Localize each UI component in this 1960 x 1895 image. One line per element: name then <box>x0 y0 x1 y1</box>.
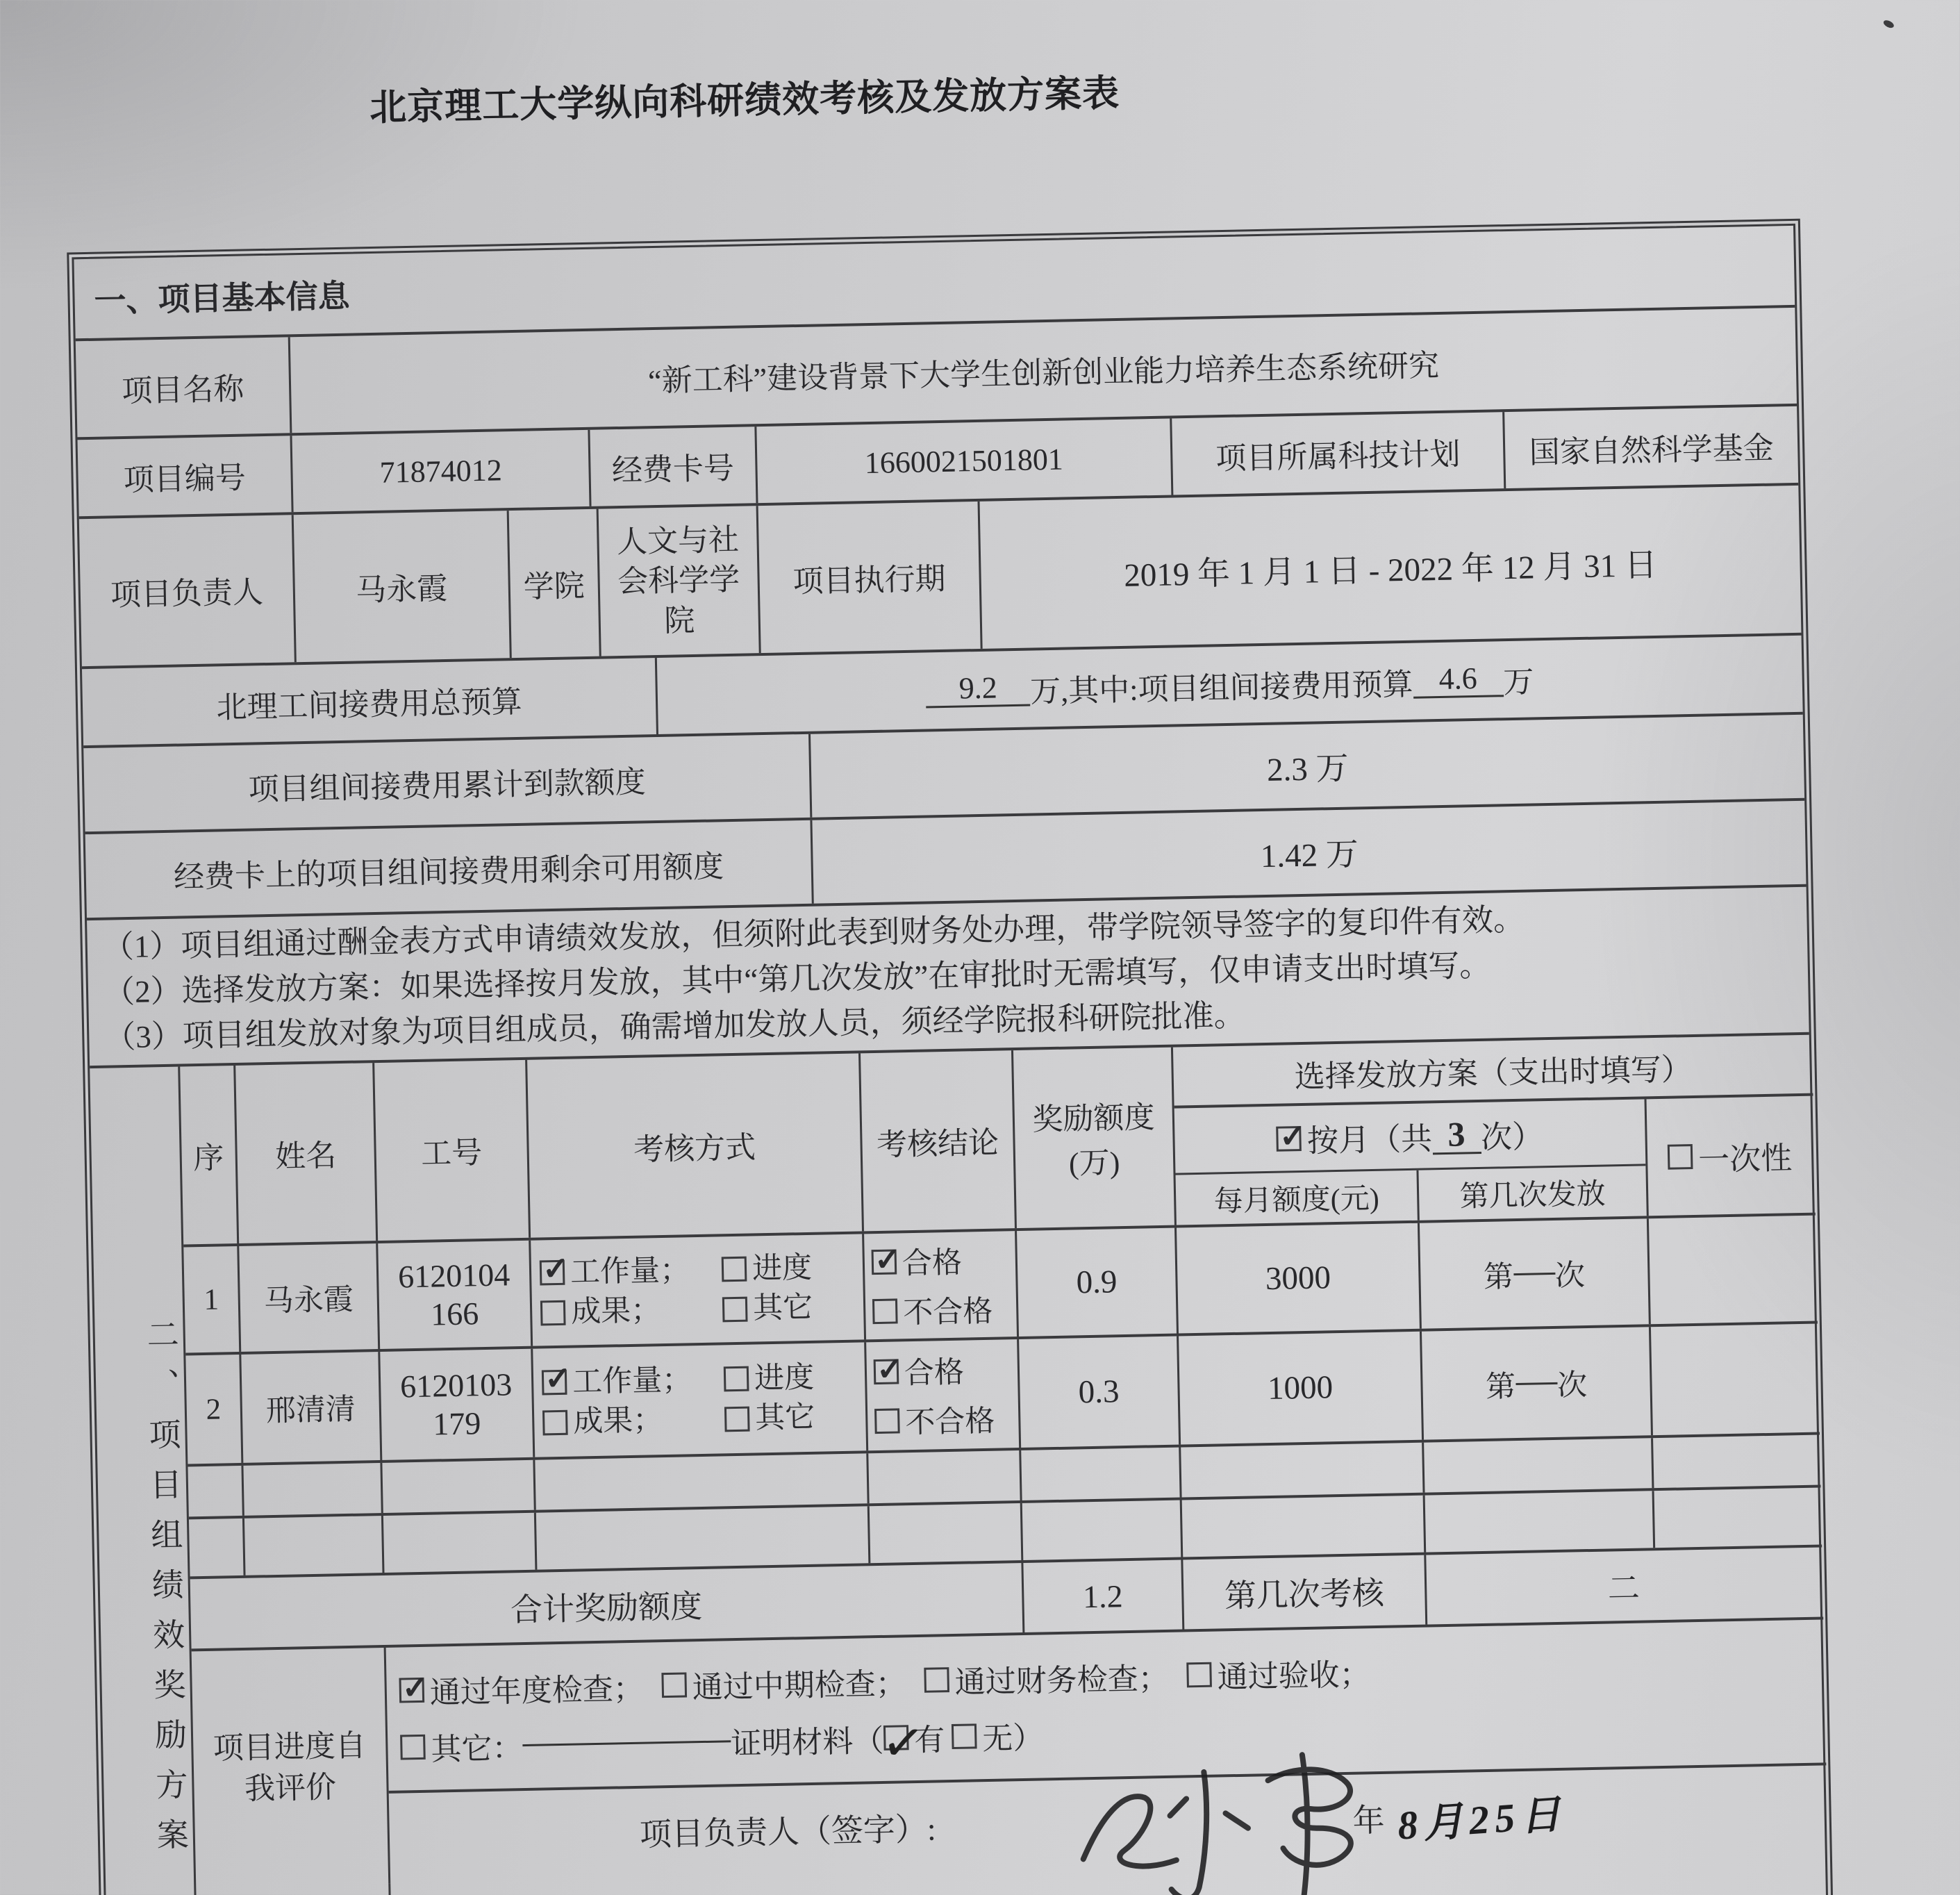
result-pass: 合格 <box>904 1356 965 1391</box>
col-amount-line2: (万) <box>1068 1145 1120 1181</box>
once-option <box>1647 1096 1813 1216</box>
project-number-value: 71874012 <box>292 430 592 512</box>
total-label: 合计奖励额度 <box>190 1563 1025 1648</box>
col-monthly-amount: 每月额度(元) <box>1176 1170 1420 1225</box>
member1-no: 1 <box>183 1246 241 1353</box>
member1-result <box>864 1231 1019 1339</box>
project-name-label: 项目名称 <box>76 337 292 437</box>
which-check-value: 二 <box>1607 1570 1641 1607</box>
col-seq: 序 <box>180 1066 239 1245</box>
member2-no: 2 <box>185 1355 243 1464</box>
member2-amount: 0.3 <box>1019 1337 1181 1448</box>
member2-id-line1: 6120103 <box>399 1366 513 1405</box>
signature-date-handwritten: 8月25日 <box>1395 1791 1568 1848</box>
member1-amount: 0.9 <box>1017 1228 1179 1337</box>
period-label: 项目执行期 <box>758 502 982 653</box>
received-value: 2.3 万 <box>1266 750 1349 788</box>
signature-label: 项目负责人（签字）: <box>639 1811 937 1853</box>
remaining-label: 经费卡上的项目组间接费用剩余可用额度 <box>85 820 815 918</box>
fund-card-label: 经费卡号 <box>590 427 758 506</box>
self-eval-block <box>192 1619 1828 1887</box>
checkbox-icon <box>661 1672 687 1698</box>
member1-name: 马永霞 <box>239 1243 380 1352</box>
self-eval-label: 项目进度自我评价 <box>192 1648 391 1887</box>
method-progress: 进度 <box>754 1361 815 1396</box>
method-workload: 工作量； <box>570 1253 690 1289</box>
scan-speck <box>1882 19 1895 29</box>
member1-monthly: 3000 <box>1177 1223 1422 1334</box>
project-number-label: 项目编号 <box>78 436 294 516</box>
tech-plan-label: 项目所属科技计划 <box>1172 412 1506 495</box>
checkbox-icon <box>542 1409 568 1435</box>
member2-result <box>866 1339 1021 1450</box>
other-blank <box>522 1740 731 1746</box>
budget-unit: 万 <box>1502 665 1534 700</box>
method-workload: 工作量； <box>572 1363 692 1399</box>
which-suffix: 次 <box>1556 1368 1588 1402</box>
which-prefix: 第 <box>1483 1260 1514 1294</box>
checkbox-checked-icon <box>874 1359 899 1384</box>
method-other: 其它 <box>752 1291 813 1325</box>
checkbox-icon <box>540 1300 566 1325</box>
cb-other-label: 其它： <box>431 1731 523 1767</box>
col-amount-line1: 奖励额度 <box>1031 1100 1155 1137</box>
checkbox-checked-icon <box>1277 1126 1302 1152</box>
period-value: 2019 年 1 月 1 日 - 2022 年 12 月 31 日 <box>1123 547 1658 594</box>
col-result: 考核结论 <box>861 1050 1017 1231</box>
budget-mid-text: 万,其中:项目组间接费用预算 <box>1029 667 1413 709</box>
note-2: （2）选择发放方案：如果选择按月发放，其中“第几次发放”在审批时无需填写，仅申请支出时填写。 <box>103 948 1491 1010</box>
checkbox-icon <box>722 1257 747 1282</box>
form-table <box>72 224 1828 1895</box>
member1-id-line1: 6120104 <box>397 1257 510 1295</box>
method-result: 成果； <box>572 1404 663 1439</box>
member1-method <box>531 1234 866 1346</box>
budget-label: 北理工间接费用总预算 <box>82 658 658 745</box>
col-which-time: 第几次发放 <box>1459 1178 1606 1214</box>
cb-fin-label: 通过财务检查； <box>954 1661 1170 1700</box>
section2 <box>90 1035 1826 1895</box>
which-blank <box>1515 1382 1557 1384</box>
remaining-value: 1.42 万 <box>1260 836 1359 875</box>
budget-group-blank: 4.6 <box>1413 663 1504 699</box>
monthly-prefix: 按月（共 <box>1306 1121 1433 1159</box>
method-progress: 进度 <box>751 1251 813 1286</box>
which-check-label: 第几次考核 <box>1183 1555 1427 1630</box>
col-name: 姓名 <box>235 1063 378 1243</box>
once-label: 一次性 <box>1697 1140 1793 1177</box>
checkbox-icon <box>872 1298 898 1324</box>
leader-value: 马永霞 <box>294 511 511 662</box>
which-suffix: 次 <box>1554 1259 1586 1293</box>
tech-plan-value: 国家自然科学基金 <box>1529 431 1775 470</box>
monthly-suffix: 次） <box>1480 1119 1544 1155</box>
members-table-header <box>180 1035 1816 1248</box>
note-3: （3）项目组发放对象为项目组成员，确需增加发放人员，须经学院报科研院批准。 <box>103 998 1246 1055</box>
checkbox-checked-icon <box>872 1249 897 1275</box>
member2-method <box>533 1342 868 1457</box>
school-value: 人文与社会科学学院 <box>599 506 761 656</box>
col-id: 工号 <box>374 1060 531 1241</box>
checkbox-icon <box>874 1408 900 1434</box>
monthly-times-blank: 3 <box>1431 1116 1481 1155</box>
checkbox-icon <box>724 1366 749 1392</box>
checkbox-checked-icon <box>542 1370 567 1396</box>
section1-title: 一、项目基本信息 <box>94 278 351 319</box>
leader-label: 项目负责人 <box>79 515 297 666</box>
member2-monthly: 1000 <box>1179 1332 1424 1445</box>
member2-once-cell <box>1651 1324 1818 1436</box>
which-prefix: 第 <box>1485 1370 1516 1404</box>
checkbox-icon <box>1186 1662 1212 1688</box>
evidence-suffix: ） <box>1012 1721 1044 1756</box>
monthly-option <box>1174 1099 1646 1175</box>
checkbox-icon <box>924 1667 949 1693</box>
member1-once-cell <box>1649 1216 1816 1325</box>
evidence-no-label: 无 <box>981 1721 1013 1757</box>
cb-mid-label: 通过中期检查； <box>692 1666 907 1705</box>
result-fail: 不合格 <box>902 1295 993 1330</box>
col-amount <box>1013 1048 1177 1228</box>
checkbox-checked-icon <box>399 1678 424 1703</box>
member2-which-time <box>1422 1327 1653 1439</box>
which-blank <box>1513 1272 1555 1275</box>
form-title: 北京理工大学纵向科研绩效考核及发放方案表 <box>369 73 1120 129</box>
col-method: 考核方式 <box>527 1053 864 1237</box>
result-pass: 合格 <box>902 1246 963 1281</box>
cb-accept-label: 通过验收； <box>1217 1657 1371 1695</box>
member1-id <box>378 1241 533 1349</box>
signature-handwriting <box>1054 1727 1447 1895</box>
evidence-yes-label: 有 <box>913 1723 945 1758</box>
school-label: 学院 <box>508 509 601 658</box>
member2-id-line2: 179 <box>432 1405 481 1442</box>
total-value: 1.2 <box>1023 1559 1184 1632</box>
plan-header: 选择发放方案（支出时填写） <box>1173 1035 1813 1109</box>
received-label: 项目组间接费用累计到款额度 <box>83 734 813 831</box>
checkbox-checked-icon <box>540 1260 565 1286</box>
checkbox-icon <box>724 1406 750 1432</box>
section2-vertical-title: 二、项目组绩效奖励方案 <box>90 1067 197 1895</box>
member1-id-line2: 166 <box>430 1296 479 1332</box>
note-1: （1）项目组通过酬金表方式申请绩效发放，但须附此表到财务处办理，带学院领导签字的复印件有效。 <box>102 902 1525 965</box>
budget-total-blank: 9.2 <box>926 672 1031 708</box>
member1-which-time <box>1420 1218 1651 1328</box>
checkbox-icon <box>1668 1144 1693 1170</box>
member2-id <box>380 1349 535 1460</box>
evidence-prefix: 证明材料（ <box>730 1723 884 1762</box>
checkbox-icon <box>722 1296 748 1322</box>
checkbox-handchecked-icon <box>883 1725 909 1751</box>
signature-year: 年 <box>1352 1802 1386 1839</box>
member2-name: 邢清清 <box>241 1352 382 1463</box>
fund-card-value: 1660021501801 <box>756 418 1174 503</box>
project-name-value: “新工科”建设背景下大学生创新创业能力培养生态系统研究 <box>647 348 1440 399</box>
checkbox-icon <box>952 1723 977 1749</box>
method-result: 成果； <box>570 1294 661 1329</box>
checkbox-icon <box>400 1735 426 1760</box>
cb-annual-label: 通过年度检查； <box>429 1671 645 1710</box>
result-fail: 不合格 <box>904 1405 995 1440</box>
method-other: 其它 <box>754 1400 815 1435</box>
